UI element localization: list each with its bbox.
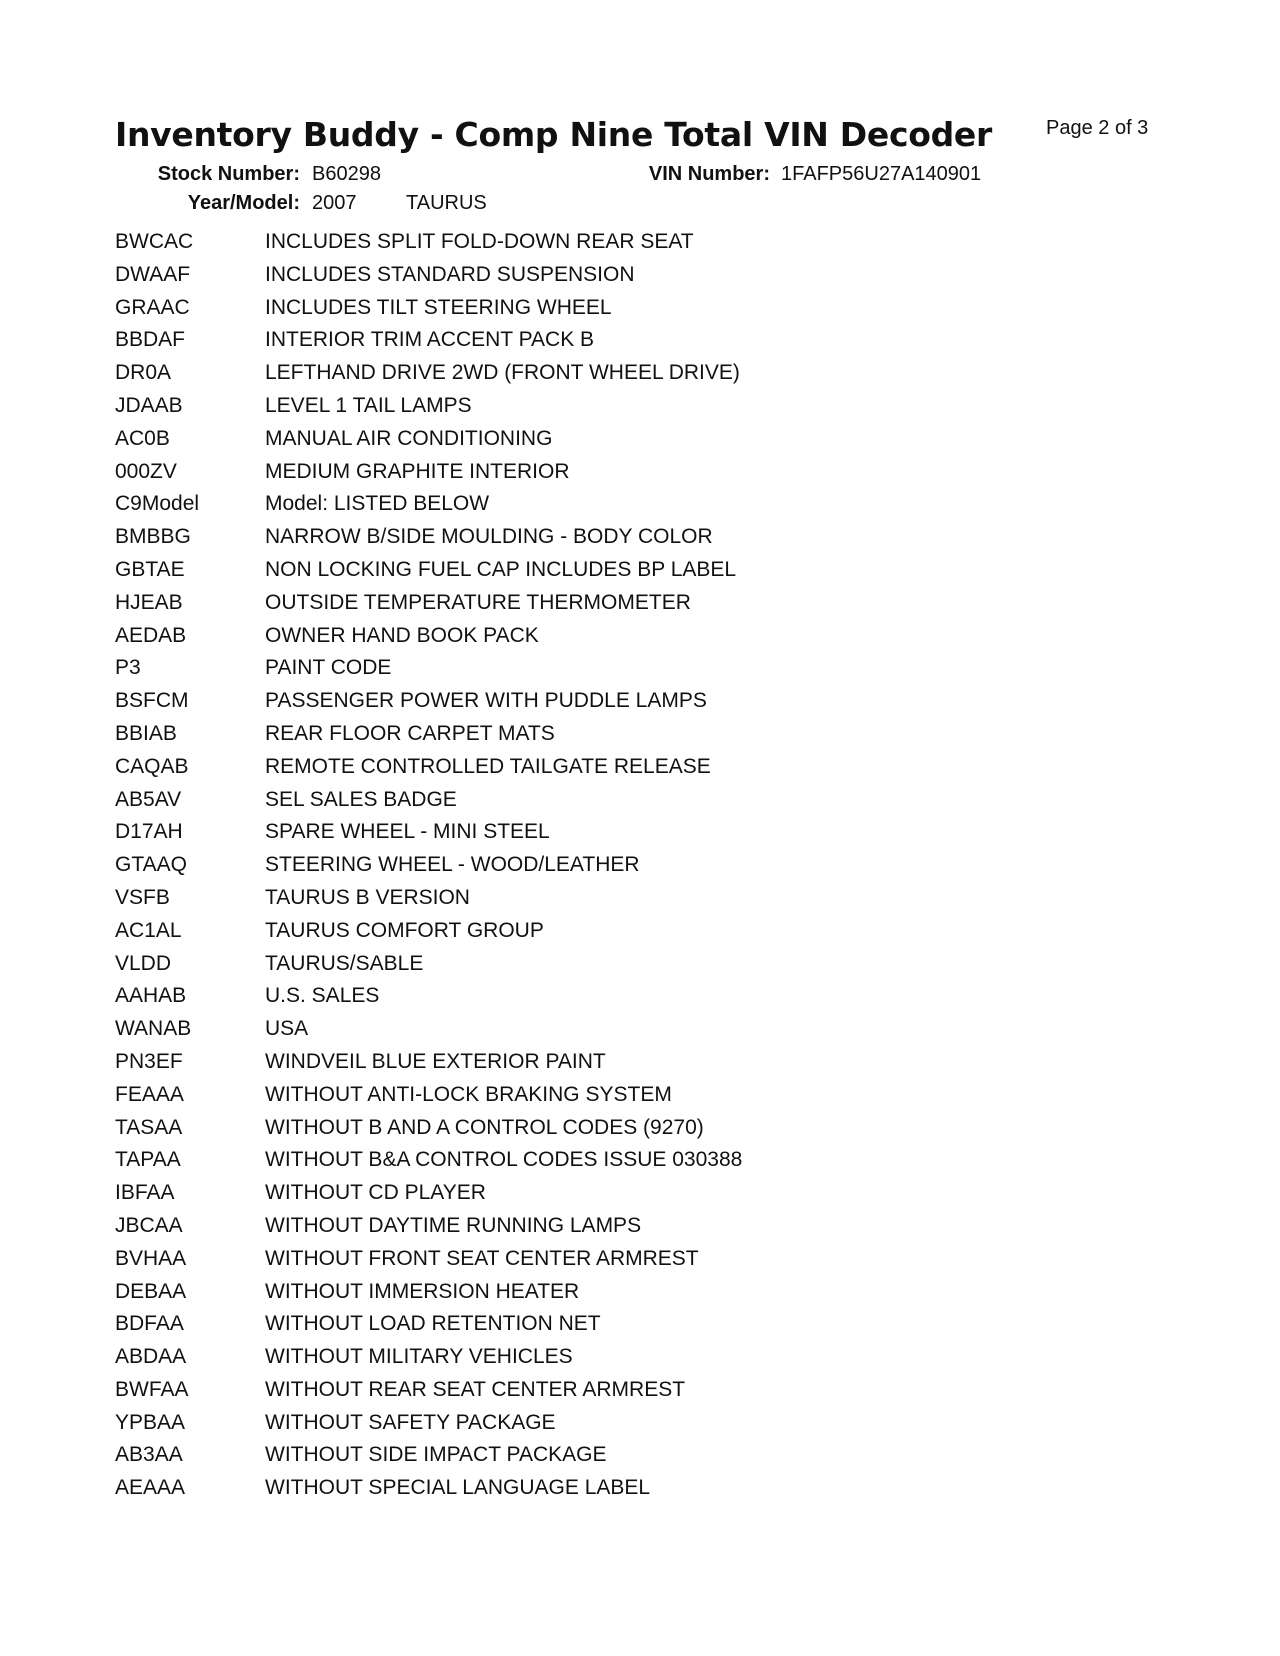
option-code: YPBAA <box>115 1410 186 1434</box>
option-code: PN3EF <box>115 1049 183 1073</box>
list-item <box>115 918 742 951</box>
option-code: DWAAF <box>115 262 191 286</box>
option-description: WITHOUT CD PLAYER <box>265 1181 486 1205</box>
option-code: AEAAA <box>115 1476 186 1500</box>
option-description: PASSENGER POWER WITH PUDDLE LAMPS <box>265 689 707 713</box>
option-code: FEAAA <box>115 1082 184 1106</box>
option-description: WITHOUT REAR SEAT CENTER ARMREST <box>265 1377 686 1401</box>
year-model-label: Year/Model: <box>187 192 300 214</box>
list-item <box>115 229 742 262</box>
option-description: INCLUDES STANDARD SUSPENSION <box>265 262 635 286</box>
option-description: WINDVEIL BLUE EXTERIOR PAINT <box>265 1049 606 1073</box>
option-description: TAURUS COMFORT GROUP <box>265 918 544 942</box>
option-description: OUTSIDE TEMPERATURE THERMOMETER <box>265 590 691 614</box>
option-code: JBCAA <box>115 1213 183 1237</box>
list-item <box>115 459 742 492</box>
option-code: BMBBG <box>115 525 191 549</box>
list-item <box>115 1115 742 1148</box>
option-code: BDFAA <box>115 1312 184 1336</box>
option-code: VSFB <box>115 885 170 909</box>
list-item <box>115 819 742 852</box>
option-code: GBTAE <box>115 557 185 581</box>
option-code: AB5AV <box>115 787 182 811</box>
list-item <box>115 1410 742 1443</box>
option-code: TAPAA <box>115 1148 181 1172</box>
option-code: GTAAQ <box>115 853 187 877</box>
option-description: WITHOUT ANTI-LOCK BRAKING SYSTEM <box>265 1082 672 1106</box>
option-description: SPARE WHEEL - MINI STEEL <box>265 820 550 844</box>
option-description: WITHOUT B&A CONTROL CODES ISSUE 030388 <box>265 1148 743 1172</box>
option-description: PAINT CODE <box>265 656 392 680</box>
list-item <box>115 885 742 918</box>
option-description: TAURUS B VERSION <box>265 885 470 909</box>
option-code: BWCAC <box>115 230 194 253</box>
option-description: INCLUDES SPLIT FOLD-DOWN REAR SEAT <box>265 230 694 253</box>
option-code: DR0A <box>115 361 172 385</box>
list-item <box>115 1311 742 1344</box>
option-code: WANAB <box>115 1017 192 1041</box>
option-description: WITHOUT B AND A CONTROL CODES (9270) <box>265 1115 704 1139</box>
list-item <box>115 852 742 885</box>
list-item <box>115 688 742 721</box>
option-code: AC1AL <box>115 918 182 942</box>
option-description: WITHOUT DAYTIME RUNNING LAMPS <box>265 1213 642 1237</box>
list-item <box>115 1246 742 1279</box>
option-description: USA <box>265 1017 309 1041</box>
option-description: WITHOUT LOAD RETENTION NET <box>265 1312 601 1336</box>
option-description: WITHOUT SPECIAL LANGUAGE LABEL <box>265 1476 651 1500</box>
page-indicator: Page 2 of 3 <box>1046 117 1149 139</box>
list-item <box>115 951 742 984</box>
list-item <box>115 623 742 656</box>
option-code: AB3AA <box>115 1443 183 1467</box>
option-description: INTERIOR TRIM ACCENT PACK B <box>265 328 595 352</box>
list-item <box>115 1082 742 1115</box>
list-item <box>115 1442 742 1475</box>
list-item <box>115 491 742 524</box>
option-code: CAQAB <box>115 754 189 778</box>
list-item <box>115 1049 742 1082</box>
list-item <box>115 262 742 295</box>
option-code: IBFAA <box>115 1181 175 1205</box>
option-code: AAHAB <box>115 984 187 1008</box>
option-description: OWNER HAND BOOK PACK <box>265 623 539 647</box>
option-description: WITHOUT SAFETY PACKAGE <box>265 1410 556 1434</box>
option-code: BVHAA <box>115 1246 187 1270</box>
model-value: TAURUS <box>406 192 487 214</box>
list-item <box>115 1344 742 1377</box>
option-description: TAURUS/SABLE <box>265 951 424 975</box>
option-description: WITHOUT IMMERSION HEATER <box>265 1279 580 1303</box>
list-item <box>115 557 742 590</box>
option-description: REMOTE CONTROLLED TAILGATE RELEASE <box>265 754 711 778</box>
list-item <box>115 426 742 459</box>
option-code: JDAAB <box>115 393 183 417</box>
list-item <box>115 1016 742 1049</box>
option-description: U.S. SALES <box>265 984 380 1008</box>
year-value: 2007 <box>312 192 357 214</box>
option-code: C9Model <box>115 492 200 516</box>
option-description: WITHOUT FRONT SEAT CENTER ARMREST <box>265 1246 699 1270</box>
list-item <box>115 1147 742 1180</box>
list-item <box>115 1279 742 1312</box>
option-description: SEL SALES BADGE <box>265 787 457 811</box>
list-item <box>115 1377 742 1410</box>
list-item <box>115 295 742 328</box>
option-code: D17AH <box>115 820 183 844</box>
option-code: BSFCM <box>115 689 189 713</box>
stock-number-value: B60298 <box>312 163 381 185</box>
option-description: NON LOCKING FUEL CAP INCLUDES BP LABEL <box>265 557 737 581</box>
list-item <box>115 754 742 787</box>
vin-number-value: 1FAFP56U27A140901 <box>781 163 982 185</box>
option-code: AC0B <box>115 426 170 450</box>
option-code: AEDAB <box>115 623 187 647</box>
option-code: 000ZV <box>115 459 177 483</box>
list-item <box>115 393 742 426</box>
option-description: MEDIUM GRAPHITE INTERIOR <box>265 459 570 483</box>
option-code: GRAAC <box>115 295 190 319</box>
list-item <box>115 524 742 557</box>
option-code: P3 <box>115 656 141 680</box>
list-item <box>115 1475 742 1508</box>
option-code: HJEAB <box>115 590 183 614</box>
list-item <box>115 1180 742 1213</box>
option-description: Model: LISTED BELOW <box>265 492 490 516</box>
list-item <box>115 590 742 623</box>
vin-number-label: VIN Number: <box>648 163 770 185</box>
option-code: BWFAA <box>115 1377 189 1401</box>
list-item <box>115 1213 742 1246</box>
option-description: LEVEL 1 TAIL LAMPS <box>265 393 472 417</box>
list-item <box>115 360 742 393</box>
option-code: TASAA <box>115 1115 183 1139</box>
list-item <box>115 983 742 1016</box>
list-item <box>115 327 742 360</box>
option-code: VLDD <box>115 951 172 975</box>
option-description: INCLUDES TILT STEERING WHEEL <box>265 295 612 319</box>
option-code: DEBAA <box>115 1279 187 1303</box>
option-description: MANUAL AIR CONDITIONING <box>265 426 553 450</box>
option-code: BBIAB <box>115 721 177 745</box>
list-item <box>115 721 742 754</box>
list-item <box>115 655 742 688</box>
option-description: NARROW B/SIDE MOULDING - BODY COLOR <box>265 525 713 549</box>
option-code: ABDAA <box>115 1345 187 1369</box>
option-code-list <box>115 229 742 1508</box>
option-description: STEERING WHEEL - WOOD/LEATHER <box>265 853 640 877</box>
option-description: WITHOUT MILITARY VEHICLES <box>265 1345 573 1369</box>
option-description: WITHOUT SIDE IMPACT PACKAGE <box>265 1443 607 1467</box>
option-description: LEFTHAND DRIVE 2WD (FRONT WHEEL DRIVE) <box>265 361 740 385</box>
stock-number-label: Stock Number: <box>157 163 300 185</box>
page-title: Inventory Buddy - Comp Nine Total VIN Decoder <box>115 115 992 154</box>
option-code: BBDAF <box>115 328 186 352</box>
list-item <box>115 787 742 820</box>
option-description: REAR FLOOR CARPET MATS <box>265 721 555 745</box>
